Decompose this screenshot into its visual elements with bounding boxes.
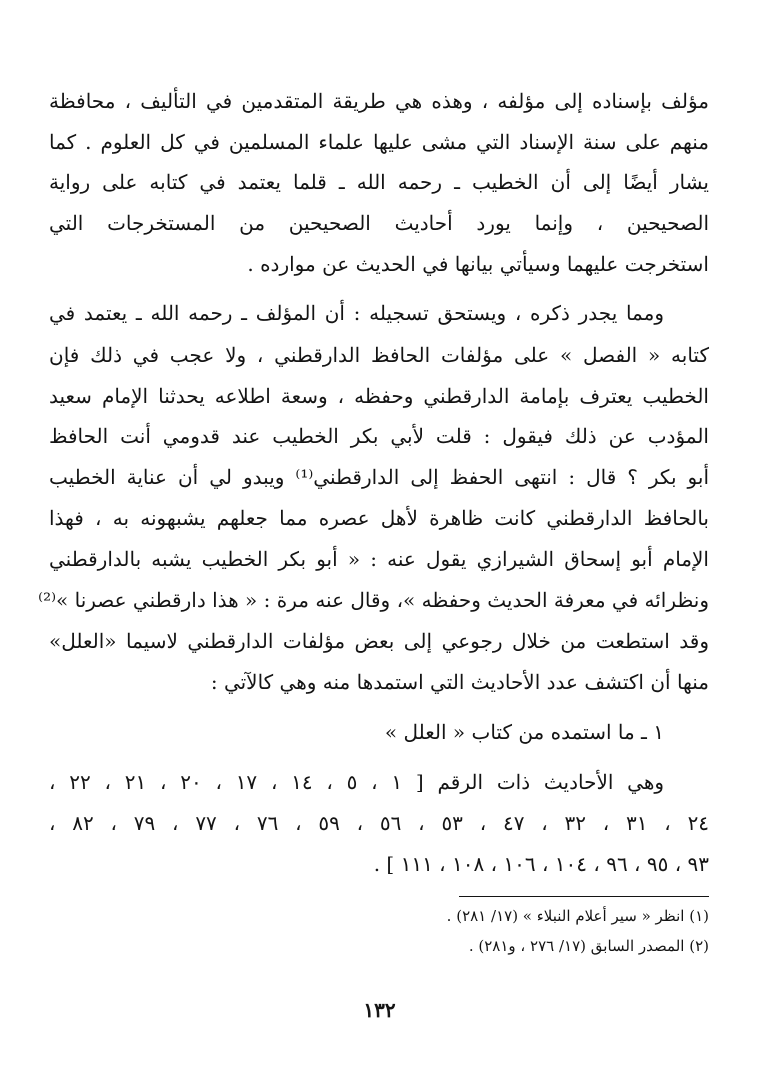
text-line: المؤدب عن ذلك فيقول : قلت لأبي بكر الخطيب عند قدومي أنت الحافظ (49, 424, 709, 448)
text-line: منهم على سنة الإسناد التي مشى عليها علماء المسلمين في كل العلوم . كما (49, 130, 709, 154)
footnote-2: (٢) المصدر السابق (١٧/ ٢٧٦ ، و٢٨١) . (468, 937, 709, 955)
text-line: استخرجت عليهما وسيأتي بيانها في الحديث عن موارده . (247, 252, 709, 276)
text-line: ونظرائه في معرفة الحديث وحفظه »، وقال عنه مرة : « هذا دارقطني عصرنا »⁽²⁾ (38, 588, 709, 612)
page-number: ١٣٢ (363, 998, 396, 1022)
text-line: وهي الأحاديث ذات الرقم [ ١ ، ٥ ، ١٤ ، ١٧ ، ٢٠ ، ٢١ ، ٢٢ ، (49, 770, 665, 794)
text-line: الصحيحين ، وإنما يورد أحاديث الصحيحين من المستخرجات التي (49, 211, 709, 235)
text-line: كتابه « الفصل » على مؤلفات الحافظ الدارقطني ، ولا عجب في ذلك فإن (49, 343, 709, 367)
footnote-divider (459, 896, 709, 897)
text-line: ٩٣ ، ٩٥ ، ٩٦ ، ١٠٤ ، ١٠٦ ، ١٠٨ ، ١١١ ] . (373, 852, 709, 876)
text-line: الإمام أبو إسحاق الشيرازي يقول عنه : « أبو بكر الخطيب يشبه بالدارقطني (49, 547, 709, 571)
text-line: أبو بكر ؟ قال : انتهى الحفظ إلى الدارقطني⁽¹⁾ ويبدو لي أن عناية الخطيب (49, 465, 709, 489)
text-line: مؤلف بإسناده إلى مؤلفه ، وهذه هي طريقة المتقدمين في التأليف ، محافظة (49, 89, 709, 113)
list-item-heading: ١ ـ ما استمده من كتاب « العلل » (384, 720, 664, 744)
footnote-1: (١) انظر « سير أعلام النبلاء » (١٧/ ٢٨١) . (446, 907, 709, 925)
text-line: يشار أيضًا إلى أن الخطيب ـ رحمه الله ـ قلما يعتمد في كتابه على رواية (49, 170, 709, 194)
text-line: ومما يجدر ذكره ، ويستحق تسجيله : أن المؤلف ـ رحمه الله ـ يعتمد في (49, 301, 664, 325)
text-line: وقد استطعت من خلال رجوعي إلى بعض مؤلفات الدارقطني لاسيما «العلل» (49, 629, 709, 653)
text-line: ٢٤ ، ٣١ ، ٣٢ ، ٤٧ ، ٥٣ ، ٥٦ ، ٥٩ ، ٧٦ ، ٧٧ ، ٧٩ ، ٨٢ ، (49, 811, 710, 835)
text-line: منها أن اكتشف عدد الأحاديث التي استمدها منه وهي كالآتي : (210, 670, 709, 694)
text-line: بالحافظ الدارقطني كانت ظاهرة لأهل عصره مما جعلهم يشبهونه به ، فهذا (49, 506, 709, 530)
text-line: الخطيب يعترف بإمامة الدارقطني وحفظه ، وسعة اطلاعه يحدثنا الإمام سعيد (49, 384, 709, 408)
